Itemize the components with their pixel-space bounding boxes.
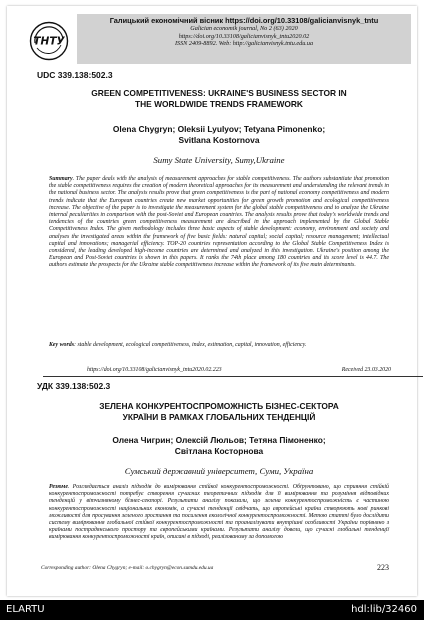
title-en-line-2: THE WORLDWIDE TRENDS FRAMEWORK — [135, 99, 303, 109]
authors-en — [29, 124, 409, 146]
journal-header — [29, 14, 409, 64]
authors-en-line-2: Svitlana Kostornova — [178, 135, 260, 145]
page-footer — [41, 565, 389, 571]
journal-issue: Galician economik journal, No 2 (63) 2020 — [190, 25, 298, 32]
summary-label-uk: Резюме — [49, 484, 68, 490]
university-logo — [29, 21, 69, 61]
journal-title: Галицький економічний вісник https://doi.org/10.33108/galicianvisnyk_tntu — [109, 16, 379, 25]
affiliation-uk: Сумський державний університет, Суми, Україна — [124, 466, 314, 476]
logo-lettering: ТНТУ — [33, 35, 65, 48]
repository-name[interactable]: ELARTU — [6, 604, 45, 615]
journal-info-box — [77, 14, 411, 64]
repository-bar — [0, 600, 424, 620]
section-divider — [43, 376, 423, 377]
affiliation-en: Sumy State University, Sumy,Ukraine — [153, 155, 285, 165]
page-number: 223 — [377, 563, 389, 572]
authors-uk-line-1: Олена Чигрин; Олексій Люльов; Тетяна Пімоненко; — [112, 435, 326, 445]
summary-label-en: Summary — [49, 176, 73, 182]
corresponding-author: Corresponding author: Olena Chygryn; e-mail: o.chygryn@econ.sumdu.edu.ua — [41, 565, 214, 571]
authors-en-line-1: Olena Chygryn; Oleksii Lyulyov; Tetyana Pimonenko; — [112, 124, 326, 134]
keywords-label-en: Key words — [49, 342, 75, 348]
article-doi-link[interactable]: https://doi.org/10.33108/galicianvisnyk_tntu2020.02.223 — [87, 367, 222, 373]
abstract-en — [49, 176, 389, 270]
keywords-en — [49, 342, 389, 349]
abstract-uk — [49, 484, 389, 542]
udc-code-en: UDC 339.138:502.3 — [37, 70, 113, 80]
summary-text-en: . The paper deals with the analysis of measurement approaches for stable competitiveness. The authors substantiate that promotion the stable competitiveness requires the creation of modern theoretical approaches for its measurement and understanding the relevant trends in the national business sector. The analysis results prove that green competitiveness is the part of national economy competitiveness and modern trends indicate that the European countries create new market opportunities for green growth promotion and ecological competitiveness increase. The objective of the paper is to investigate the measurement system for the global stable competitiveness and to analyze the Ukraine internal peculiarities in comparison with the post-Soviet and European countries. The analysis results prove that today's worldwide trends and tendencies of the countries green competitiveness measurement are described in the approach implemented by the Global Stable Competitiveness Index. The given methodology includes three basic aspects of stable development: economy, environment and society and analyses the investigated areas within the framework of five basic fields: natural capital; social capital; resource management; intellectual capital and innovations; managerial efficiency. TOP-20 countries representation according to the Global Stable Competitiveness Index is considered, the leading developed high-income countries are determined and analyzed in this investigation. Ukraine's position among the European and Post-Soviet countries is shown in this papers. It ranks the 74th place among 180 countries and its score level is 44.7. The authors estimate the prospects for the Ukraine stable competitiveness increase within the framework of its five main determinants. — [49, 176, 389, 269]
handle-id[interactable]: hdl:lib/32460 — [351, 604, 417, 615]
title-uk-line-2: УКРАЇНИ В РАМКАХ ГЛОБАЛЬНИХ ТЕНДЕНЦІЙ — [122, 412, 316, 422]
title-en-line-1: GREEN COMPETITIVENESS: UKRAINE'S BUSINESS SECTOR IN — [91, 88, 347, 98]
title-uk-line-1: ЗЕЛЕНА КОНКУРЕНТОСПРОМОЖНІСТЬ БІЗНЕС-СЕКТОРА — [99, 401, 339, 411]
keywords-text-en: : stable development, ecological competitiveness, index, estimation, capital, innovation, efficiency. — [74, 342, 307, 348]
authors-uk-line-2: Світлана Косторнова — [174, 446, 264, 456]
journal-issn-web[interactable]: ISSN 2409-8892. Web: http://galicianvisnyk.tntu.edu.ua — [174, 40, 314, 48]
summary-text-uk: . Розглядається аналіз підходів до вимірювання стійкої конкурентоспроможності. Обґрунтовано, що сприяння стійкій конкурентоспроможності потребує створення сучасних теоретичних підходів для її вимірювання та розуміння відповідних тенденцій у вітчизняному бізнес-секторі. Результати аналізу показали, що зелена конкурентоспроможність є частиною конкурентоспроможності національних економік, а сучасні тенденції свідчать, що європейські країни створюють нові ринкові можливості для просування зеленого зростання та посилення екологічної конкурентоспроможності. Метою статті було дослідити систему вимірювання глобальної стійкої конкурентоспроможності та проаналізувати внутрішні особливості України порівняно з країнами пострадянського простору та європейськими країнами. Результати аналізу довели, що сучасні глобальні тенденції вимірювання конкурентоспроможності країн, описані в підході, реалізованому за допомогою — [49, 484, 389, 541]
article-title-en — [29, 88, 409, 110]
authors-uk — [29, 435, 409, 457]
article-title-uk — [29, 401, 409, 423]
udc-code-uk: УДК 339.138:502.3 — [37, 381, 111, 391]
doi-received-line — [87, 367, 391, 373]
journal-doi[interactable]: https://doi.org/10.33108/galicianvisnyk_tntu2020.02 — [178, 32, 310, 40]
received-date: Received 23.03.2020 — [341, 367, 391, 373]
article-page — [7, 6, 417, 596]
